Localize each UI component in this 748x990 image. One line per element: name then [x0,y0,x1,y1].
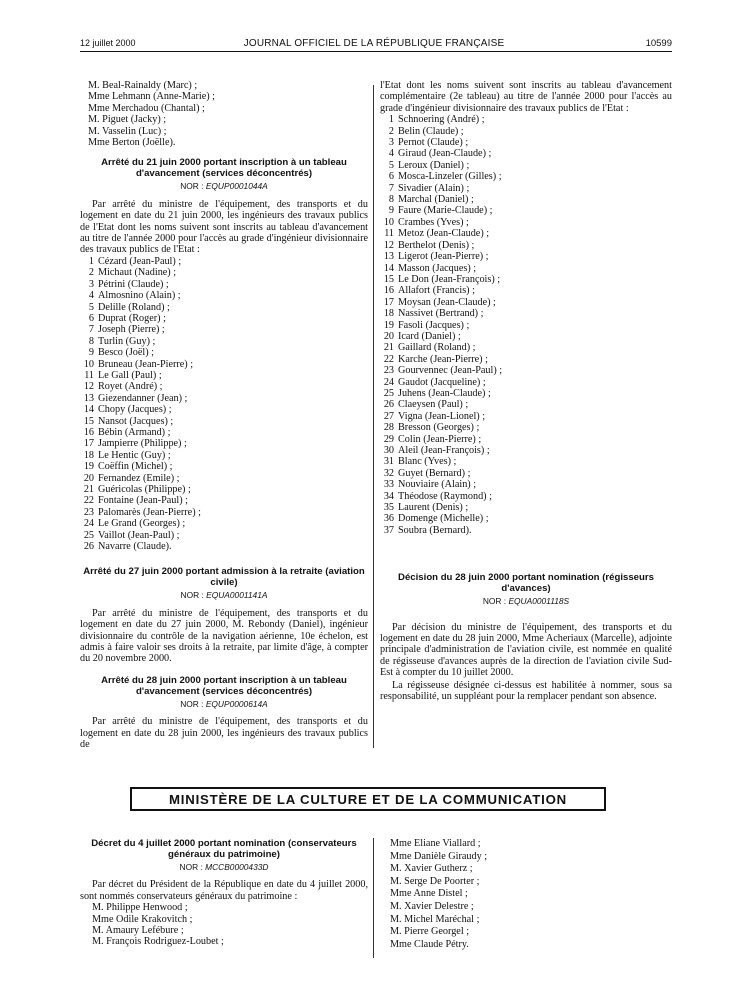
list-entry-number: 20 [383,330,394,342]
arrete-21-juin-nor [80,181,368,192]
list-entry-number: 6 [88,312,94,324]
list-entry [380,513,672,524]
decret-title: Décret du 4 juillet 2000 portant nomination (conservateurs généraux du patrimoine) [91,838,357,860]
list-entry-number: 19 [383,319,394,331]
list-entry-name: Domenge (Michelle) ; [398,513,489,525]
list-entry-name: Théodose (Raymond) ; [398,490,492,502]
list-entry-name: Belin (Claude) ; [398,125,464,137]
list-entry-name: Navarre (Claude). [98,541,172,553]
list-entry [380,479,672,490]
list-entry [380,399,672,410]
list-entry-number: 26 [383,399,394,411]
list-entry [80,313,368,324]
decret-name: Mme Anne Distel ; [390,888,468,900]
list-entry-name: Vigna (Jean-Lionel) ; [398,410,486,422]
list-entry [80,473,368,484]
list-entry [380,183,672,194]
list-entry-name: Le Hentic (Guy) ; [98,449,171,461]
list-entry-name: Nouviaire (Alain) ; [398,479,477,491]
list-entry-name: Almosnino (Alain) ; [98,290,181,302]
list-entry-number: 3 [88,278,94,290]
list-entry-name: Mosca-Linzeler (Gilles) ; [398,171,502,183]
list-entry-name: Fasoli (Jacques) ; [398,319,470,331]
list-entry-name: Guyet (Bernard) ; [398,467,471,479]
nor-code: EQUP0001044A [205,181,268,192]
list-entry-name: Laurent (Denis) ; [398,502,469,514]
list-entry-number: 12 [383,239,394,251]
list-entry [80,347,368,358]
ministry-banner [130,787,606,811]
list-entry-number: 19 [83,461,94,473]
list-entry [380,228,672,239]
arrete-27-juin-title: Arrêté du 27 juin 2000 portant admission à la retraite (aviation civile) [83,566,365,589]
list-entry [380,263,672,274]
list-entry [380,240,672,251]
list-entry [380,331,672,342]
list-entry [80,290,368,301]
list-entry-number: 32 [383,467,394,479]
list-entry [380,137,672,148]
list-entry-number: 8 [388,194,394,206]
list-entry-name: Giezendanner (Jean) ; [98,392,188,404]
column-divider [373,85,374,748]
list-entry-number: 18 [83,449,94,461]
list-entry [380,445,672,456]
list-entry-name: Fernandez (Emile) ; [98,472,180,484]
list-entry [80,507,368,518]
list-entry [80,450,368,461]
list-entry-name: Michaut (Nadine) ; [98,267,177,279]
decret-section [80,838,368,948]
nor-label: NOR : [482,596,507,607]
list-entry-name: Marchal (Daniel) ; [398,194,474,206]
list-entry-number: 16 [383,285,394,297]
header-rule [80,51,672,52]
list-entry-name: Nassivet (Bertrand) ; [398,308,484,320]
list-entry [380,274,672,285]
decret-name: Mme Claude Pétry. [390,938,469,950]
list-entry-name: Bruneau (Jean-Pierre) ; [98,358,194,370]
list-entry [380,456,672,467]
list-entry-number: 25 [383,387,394,399]
intro-name-list [80,80,368,148]
list-entry-name: Sivadier (Alain) ; [398,182,470,194]
list-entry-name: Juhens (Jean-Claude) ; [398,387,491,399]
list-entry-name: Nansot (Jacques) ; [98,415,174,427]
intro-name: M. Vasselin (Luc) ; [88,125,167,137]
list-entry [80,381,368,392]
arrete-27-juin-nor [80,590,368,601]
list-entry-name: Joseph (Pierre) ; [98,324,165,336]
list-entry-number: 23 [83,506,94,518]
list-entry-number: 28 [383,422,394,434]
list-entry-name: Delille (Roland) ; [98,301,170,313]
list-entry-name: Cézard (Jean-Paul) ; [98,255,182,267]
decret-name: Mme Eliane Viallard ; [390,838,481,849]
list-entry [80,484,368,495]
list-entry-number: 10 [83,358,94,370]
list-entry-number: 9 [388,205,394,217]
list-entry [380,388,672,399]
list-entry-name: Le Gall (Paul) ; [98,369,162,381]
list-entry-name: Schnoering (André) ; [398,114,485,126]
arrete-27-juin-paragraph: Par arrêté du ministre de l'équipement, des transports et du logement en date du 27 juin 2000, M. Rebondy (Daniel), ingénieur divisionnaire du contrôle de la navigation aérienne, 10e échelon, est admis à faire valoir ses droits à la retraite, par limite d'âge, à compter du 20 novembre 2000. [80,607,368,665]
list-entry [380,251,672,262]
nor-label: NOR : [180,181,204,192]
intro-name: M. Beal-Rainaldy (Marc) ; [88,80,198,91]
list-entry-name: Turlin (Guy) ; [98,335,156,347]
nor-code: MCCB0000433D [205,862,269,872]
list-entry-number: 21 [383,342,394,354]
list-entry-number: 17 [83,438,94,450]
list-entry [380,411,672,422]
list-entry-number: 23 [383,365,394,377]
list-entry-number: 14 [83,404,94,416]
list-entry [80,324,368,335]
intro-name: M. Piguet (Jacky) ; [88,114,167,126]
list-entry-name: Giraud (Jean-Claude) ; [398,148,492,160]
decret-name: M. Xavier Delestre ; [390,900,474,912]
list-entry-number: 13 [83,392,94,404]
decision-paragraph-1: Par décision du ministre de l'équipement, des transports et du logement en date du 28 juin 2000, Mme Acheriaux (Marcelle), adjointe principale d'administration de l'aviation civile, est nommée en qualité de régisseuse d'avances auprès de la direction de l'aviation civile Sud-Est à compter du 10 juillet 2000. [380,621,672,679]
decret-name: Mme Odile Krakovitch ; [92,913,193,925]
list-entry [80,530,368,541]
list-entry-name: Colin (Jean-Pierre) ; [398,433,482,445]
list-entry-number: 5 [388,159,394,171]
list-entry [380,422,672,433]
list-entry [380,160,672,171]
list-entry-number: 18 [383,308,394,320]
list-entry-name: Vaillot (Jean-Paul) ; [98,529,180,541]
list-entry-name: Gourvennec (Jean-Paul) ; [398,365,503,377]
nor-label: NOR : [179,862,203,872]
list-entry-number: 20 [83,472,94,484]
list-entry-number: 9 [88,347,94,359]
list-entry-number: 7 [388,182,394,194]
list-entry-name: Pernot (Claude) ; [398,137,469,149]
list-entry-name: Moysan (Jean-Claude) ; [398,296,496,308]
list-entry [380,342,672,353]
nor-label: NOR : [180,590,204,601]
list-entry [80,370,368,381]
list-entry [80,393,368,404]
list-entry [80,495,368,506]
list-entry-number: 12 [83,381,94,393]
list-entry-name: Blanc (Yves) ; [398,456,457,468]
list-entry-name: Faure (Marie-Claude) ; [398,205,493,217]
list-entry [380,126,672,137]
list-entry-name: Masson (Jacques) ; [398,262,477,274]
list-entry [380,365,672,376]
list-entry-name: Bébin (Armand) ; [98,426,171,438]
list-entry-number: 27 [383,410,394,422]
list-entry [380,297,672,308]
list-entry-number: 5 [88,301,94,313]
list-entry-number: 17 [383,296,394,308]
list-entry-number: 10 [383,216,394,228]
nor-code: EQUA0001118S [508,596,570,607]
list-entry-number: 13 [383,251,394,263]
list-entry [380,114,672,125]
arrete-28-juin-paragraph: Par arrêté du ministre de l'équipement, des transports et du logement en date du 28 juin 2000, les ingénieurs des travaux publics de [80,716,368,751]
list-entry-name: Gaudot (Jacqueline) ; [398,376,486,388]
list-entry [80,416,368,427]
list-entry-number: 24 [383,376,394,388]
list-entry-number: 22 [83,495,94,507]
continuation-paragraph: l'Etat dont les noms suivent sont inscrits au tableau d'avancement complémentaire (2e tableau) au titre de l'année 2000 pour l'accès au grade d'ingénieur divisionnaire des travaux publics de l'Etat : [380,80,672,114]
header-page-number: 10599 [645,38,672,49]
left-column [80,80,368,751]
decret-name: M. François Rodriguez-Loubet ; [92,936,224,948]
intro-name: Mme Merchadou (Chantal) ; [88,102,205,114]
decret-paragraph: Par décret du Président de la République en date du 4 juillet 2000, sont nommés conservateurs généraux du patrimoine : [80,879,368,902]
list-entry [80,461,368,472]
intro-name: Mme Berton (Joëlle). [88,137,176,149]
list-entry [80,518,368,529]
nor-code: EQUA0001141A [206,590,268,601]
decret-names-continued [390,838,670,951]
list-entry-number: 2 [388,125,394,137]
decret-nor [80,862,368,873]
list-entry-name: Chopy (Jacques) ; [98,404,172,416]
list-entry-name: Fontaine (Jean-Paul) ; [98,495,188,507]
list-entry-name: Allafort (Francis) ; [398,285,475,297]
list-entry-number: 24 [83,518,94,530]
decret-name: M. Pierre Georgel ; [390,926,470,938]
list-entry-number: 14 [383,262,394,274]
list-entry [380,354,672,365]
list-entry-name: Royet (André) ; [98,381,163,393]
nor-code: EQUP0000614A [205,698,268,709]
arrete-21-juin-paragraph: Par arrêté du ministre de l'équipement, des transports et du logement en date du 21 juin 2000, les ingénieurs des travaux publics de l'Etat dont les noms suivent sont inscrits au tableau d'avancement au titre de l'année 2000 pour l'accès au grade d'ingénieur divisionnaire des travaux publics de l'Etat : [80,198,368,256]
list-entry-number: 4 [388,148,394,160]
list-entry [380,148,672,159]
list-entry [380,320,672,331]
list-entry [380,171,672,182]
decret-name: M. Philippe Henwood ; [92,902,188,914]
list-entry-number: 4 [88,290,94,302]
list-entry-number: 7 [88,324,94,336]
decision-28-juin-title: Décision du 28 juin 2000 portant nomination (régisseurs d'avances) [398,572,654,595]
list-entry [80,302,368,313]
list-entry-number: 26 [83,541,94,553]
list-entry-name: Soubra (Bernard). [398,524,472,536]
list-entry [80,359,368,370]
list-entry-name: Palomarès (Jean-Pierre) ; [98,506,201,518]
list-entry-name: Jampierre (Philippe) ; [98,438,187,450]
nor-label: NOR : [180,698,204,709]
list-entry [380,468,672,479]
right-column [380,80,672,703]
list-entry-name: Icard (Daniel) ; [398,330,461,342]
list-entry [380,217,672,228]
list-entry [380,205,672,216]
list-entry-number: 21 [83,484,94,495]
list-entry-name: Claeysen (Paul) ; [398,399,469,411]
list-entry-number: 11 [384,228,394,240]
list-entry [380,377,672,388]
list-entry-number: 6 [388,171,394,183]
tableau-complementaire-list [380,114,672,536]
list-entry-number: 37 [383,524,394,536]
decision-28-juin-nor [380,596,672,607]
list-entry [380,194,672,205]
list-entry [80,279,368,290]
decision-paragraph-2: La régisseuse désignée ci-dessus est habilitée à nommer, sous sa responsabilité, un suppléant pour la remplacer pendant son absence. [380,679,672,703]
list-entry-name: Karche (Jean-Pierre) ; [398,353,488,365]
list-entry-number: 33 [383,479,394,491]
list-entry-number: 11 [84,369,94,381]
list-entry-number: 16 [83,426,94,438]
list-entry-number: 8 [88,335,94,347]
list-entry-name: Berthelot (Denis) ; [398,239,475,251]
list-entry-name: Le Grand (Georges) ; [98,518,186,530]
list-entry [380,525,672,536]
list-entry-number: 30 [383,445,394,456]
arrete-28-juin-nor [80,699,368,710]
decret-name: M. Serge De Poorter ; [390,875,480,887]
list-entry-name: Guéricolas (Philippe) ; [98,484,191,495]
list-entry-number: 25 [83,529,94,541]
bottom-column-divider [373,838,374,958]
page-header [0,0,748,50]
list-entry [80,404,368,415]
arrete-21-juin-list [80,256,368,553]
list-entry [80,267,368,278]
list-entry-name: Coëffin (Michel) ; [98,461,173,473]
arrete-21-juin-title: Arrêté du 21 juin 2000 portant inscription à un tableau d'avancement (services déconcentrés) [101,157,347,180]
decret-name: M. Michel Maréchal ; [390,913,480,925]
intro-name: Mme Lehmann (Anne-Marie) ; [88,91,216,103]
list-entry [380,502,672,513]
list-entry [80,336,368,347]
list-entry-number: 34 [383,490,394,502]
arrete-28-juin-title: Arrêté du 28 juin 2000 portant inscription à un tableau d'avancement (services déconcentrés) [101,674,347,697]
list-entry-name: Pétrini (Claude) ; [98,278,169,290]
list-entry-number: 2 [88,267,94,279]
list-entry-name: Besco (Joël) ; [98,347,155,359]
list-entry-number: 1 [388,114,394,126]
list-entry-number: 29 [383,433,394,445]
header-title: JOURNAL OFFICIEL DE LA RÉPUBLIQUE FRANÇAISE [243,38,505,49]
list-entry [380,491,672,502]
list-entry-name: Crambes (Yves) ; [398,216,469,228]
list-entry [380,285,672,296]
header-date: 12 juillet 2000 [80,38,136,48]
list-entry [380,434,672,445]
list-entry-name: Le Don (Jean-François) ; [398,273,501,285]
list-entry-number: 31 [383,456,394,468]
list-entry-number: 3 [388,137,394,149]
list-entry-name: Leroux (Daniel) ; [398,159,470,171]
list-entry-name: Gaillard (Roland) ; [398,342,476,354]
decret-name: M. Amaury Lefébure ; [92,925,184,937]
list-entry-number: 15 [83,415,94,427]
list-entry-number: 1 [88,255,94,267]
list-entry [80,256,368,267]
list-entry-name: Aleil (Jean-François) ; [398,445,490,456]
list-entry [80,438,368,449]
list-entry [80,541,368,552]
list-entry-name: Duprat (Roger) ; [98,312,166,324]
ministry-banner-text: MINISTÈRE DE LA CULTURE ET DE LA COMMUNICATION [169,792,567,807]
list-entry-number: 35 [383,502,394,514]
decret-name: M. Xavier Gutherz ; [390,863,473,875]
list-entry [380,308,672,319]
list-entry-number: 36 [383,513,394,525]
list-entry-name: Metoz (Jean-Claude) ; [398,228,490,240]
list-entry-name: Ligerot (Jean-Pierre) ; [398,251,489,263]
list-entry-number: 15 [383,273,394,285]
list-entry [80,427,368,438]
list-entry-name: Bresson (Georges) ; [398,422,480,434]
decret-name: Mme Danièle Giraudy ; [390,850,488,862]
list-entry-number: 22 [383,353,394,365]
